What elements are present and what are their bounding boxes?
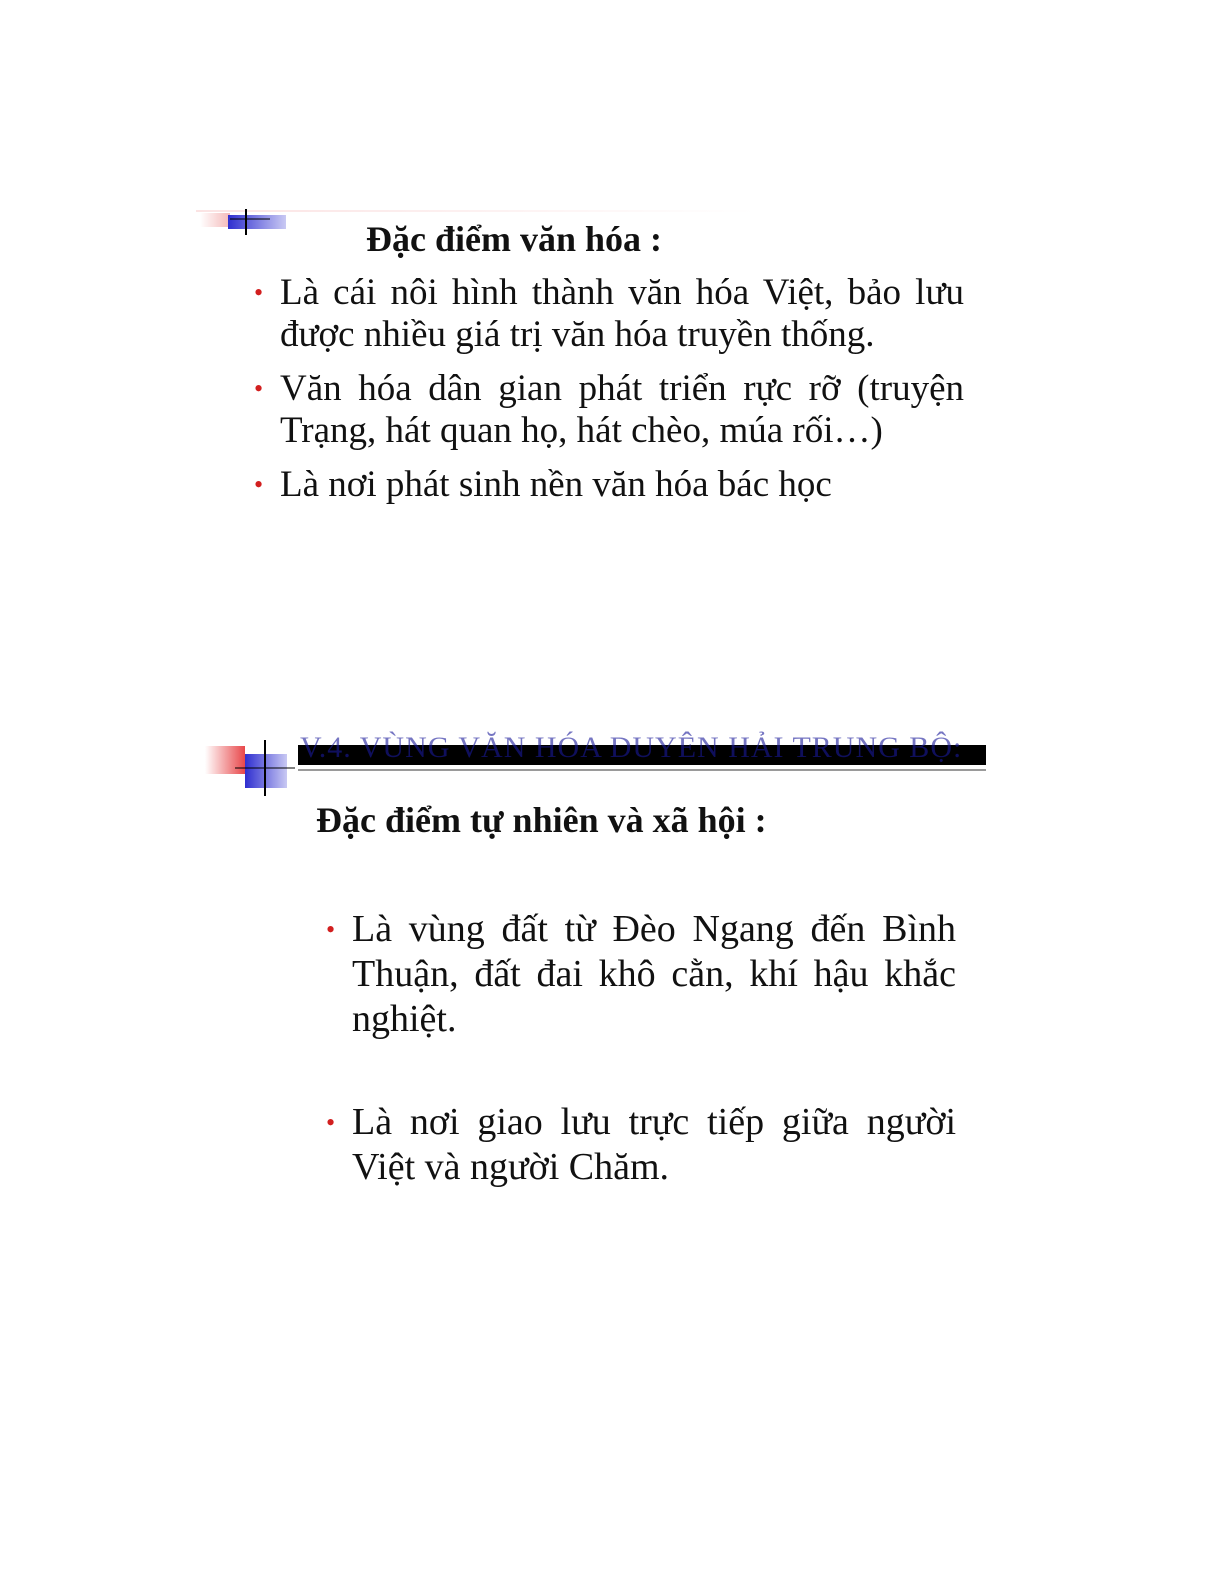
bullet-text: Là cái nôi hình thành văn hóa Việt, bảo lưu được nhiều giá trị văn hóa truyền thống. [280, 272, 964, 355]
bullet-dot-icon: • [254, 470, 264, 499]
list-item [324, 907, 956, 1042]
bullet-text: Là nơi phát sinh nền văn hóa bác học [280, 464, 832, 505]
list-item [252, 272, 964, 356]
slide-natural-social-features [0, 731, 1225, 1205]
slide-cultural-features [0, 200, 1225, 630]
list-item [324, 1100, 956, 1190]
slide-title: V.4. VÙNG VĂN HÓA DUYÊN HẢI TRUNG BỘ: [300, 731, 963, 764]
title-underline [298, 769, 986, 771]
corner-squares-crosshair-icon [205, 740, 295, 800]
bullet-dot-icon: • [326, 915, 336, 944]
bullet-dot-icon: • [254, 278, 264, 307]
bullet-dot-icon: • [326, 1108, 336, 1137]
bullet-list [252, 272, 964, 518]
section-heading: Đặc điểm tự nhiên và xã hội : [316, 800, 767, 840]
bullet-text: Là vùng đất từ Đèo Ngang đến Bình Thuận, đất đai khô cằn, khí hậu khắc nghiệt. [352, 908, 956, 1040]
bullet-dot-icon: • [254, 374, 264, 403]
list-item [252, 464, 964, 506]
list-item [252, 368, 964, 452]
bullet-list [324, 907, 956, 1248]
corner-squares-crosshair-icon [200, 205, 290, 265]
bullet-text: Là nơi giao lưu trực tiếp giữa người Việt và người Chăm. [352, 1101, 956, 1188]
section-heading: Đặc điểm văn hóa : [366, 219, 662, 259]
bullet-text: Văn hóa dân gian phát triển rực rỡ (truyện Trạng, hát quan họ, hát chèo, múa rối…) [280, 368, 964, 451]
